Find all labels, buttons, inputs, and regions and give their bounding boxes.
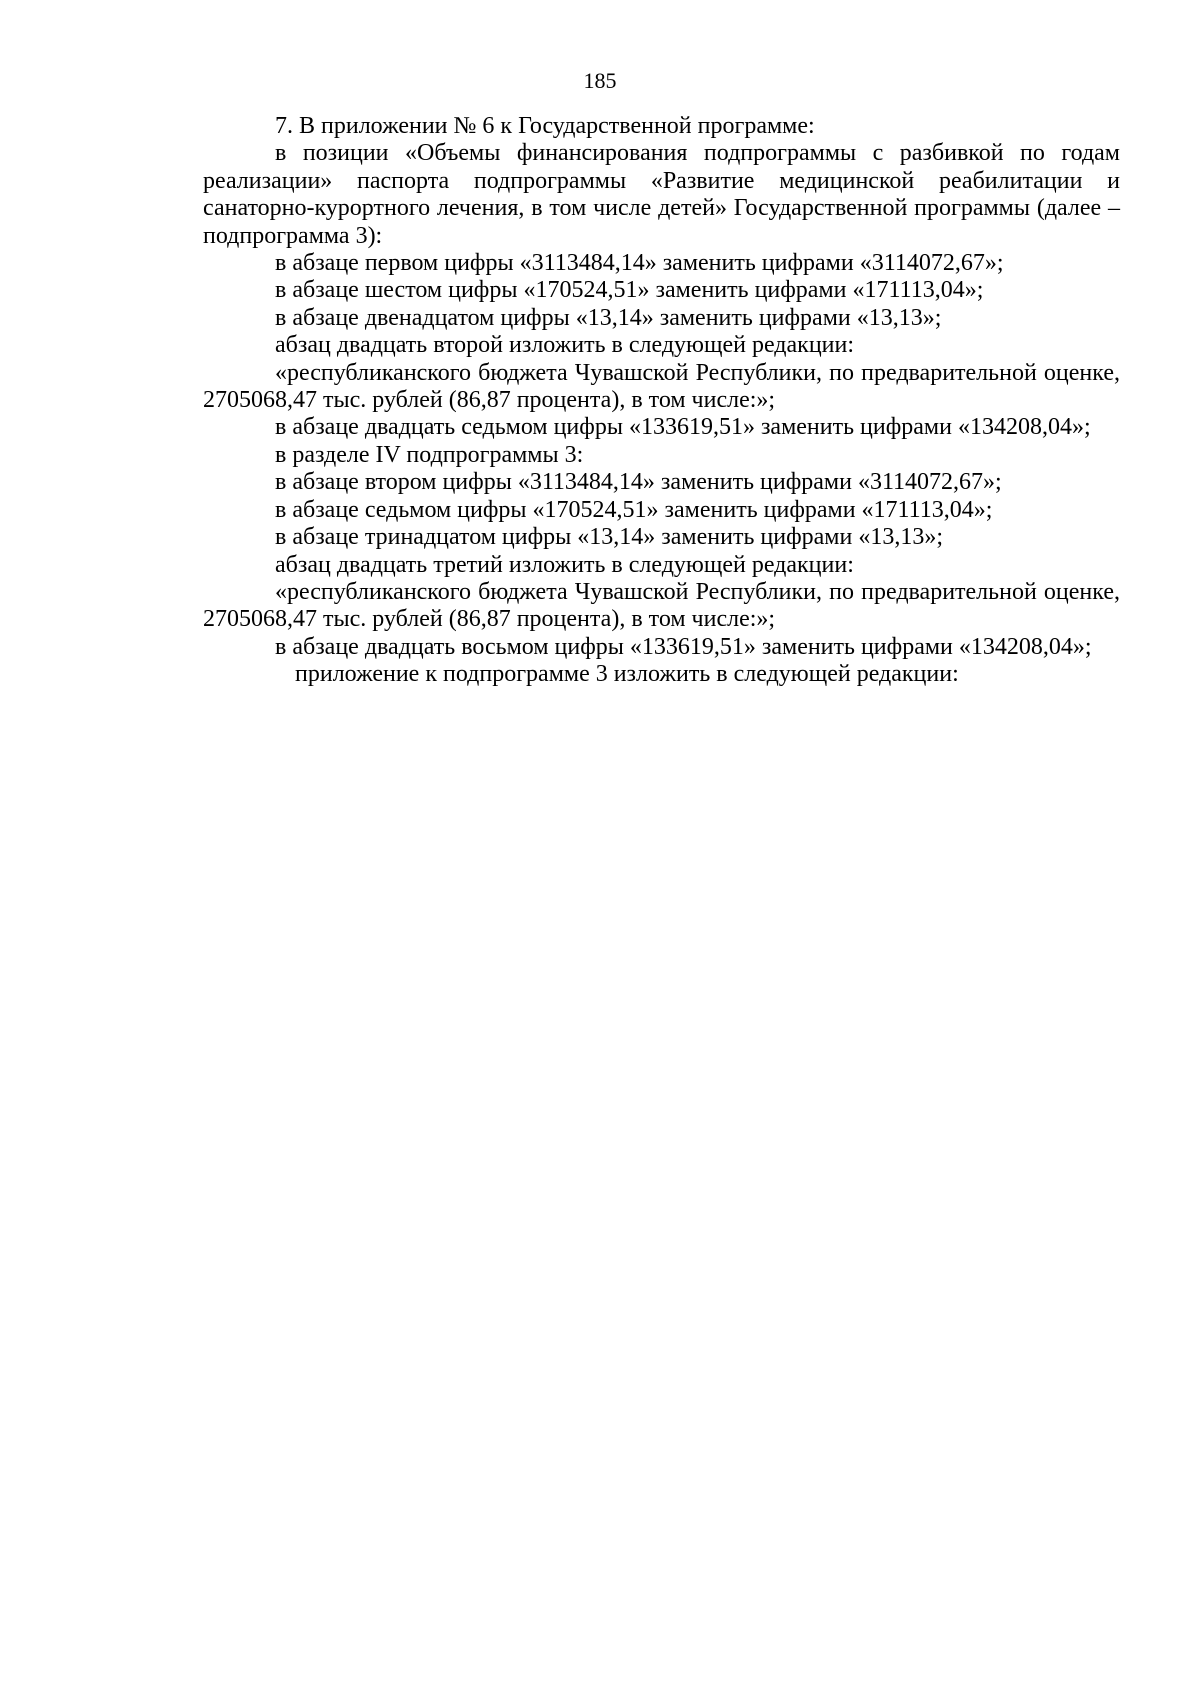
paragraph-section-iv: в разделе IV подпрограммы 3:	[275, 441, 584, 468]
paragraph-twelfth-abzac: в абзаце двенадцатом цифры «13,14» заменить цифрами «13,13»;	[275, 304, 942, 331]
paragraph-item-heading: 7. В приложении № 6 к Государственной программе:	[275, 113, 815, 139]
paragraph-second-abzac: в абзаце втором цифры «3113484,14» заменить цифрами «3114072,67»;	[275, 469, 1002, 496]
paragraph-twenty-eighth-abzac: в абзаце двадцать восьмом цифры «133619,51» заменить цифрами «134208,04»;	[275, 633, 1092, 660]
paragraph-quote-budget-2: «республиканского бюджета Чувашской Республики, по предварительной оценке, 2705068,47 тыс. рублей (86,87 процента), в том числе:»;	[203, 578, 1120, 633]
paragraph-twenty-seventh-abzac: в абзаце двадцать седьмом цифры «133619,51» заменить цифрами «134208,04»;	[275, 414, 1091, 441]
paragraph-appendix: приложение к подпрограмме 3 изложить в следующей редакции:	[295, 661, 959, 688]
paragraph-seventh-abzac: в абзаце седьмом цифры «170524,51» заменить цифрами «171113,04»;	[275, 496, 993, 523]
paragraph-twenty-second-abzac: абзац двадцать второй изложить в следующей редакции:	[275, 332, 855, 359]
paragraph-thirteenth-abzac: в абзаце тринадцатом цифры «13,14» заменить цифрами «13,13»;	[275, 524, 943, 551]
document-body	[203, 113, 1120, 689]
paragraph-twenty-third-abzac: абзац двадцать третий изложить в следующей редакции:	[275, 551, 854, 578]
paragraph-first-abzac: в абзаце первом цифры «3113484,14» заменить цифрами «3114072,67»;	[275, 250, 1004, 277]
paragraph-quote-budget-1: «республиканского бюджета Чувашской Республики, по предварительной оценке, 2705068,47 тыс. рублей (86,87 процента), в том числе:»;	[203, 359, 1120, 414]
paragraph-financing-position: в позиции «Объемы финансирования подпрограммы с разбивкой по годам реализации» паспорта подпрограммы «Развитие медицинской реабилитации и санаторно-курортного лечения, в том числе детей» Государственной программы (далее – подпрограмма 3):	[203, 140, 1120, 249]
paragraph-sixth-abzac: в абзаце шестом цифры «170524,51» заменить цифрами «171113,04»;	[275, 277, 984, 304]
page-number: 185	[583, 68, 617, 93]
